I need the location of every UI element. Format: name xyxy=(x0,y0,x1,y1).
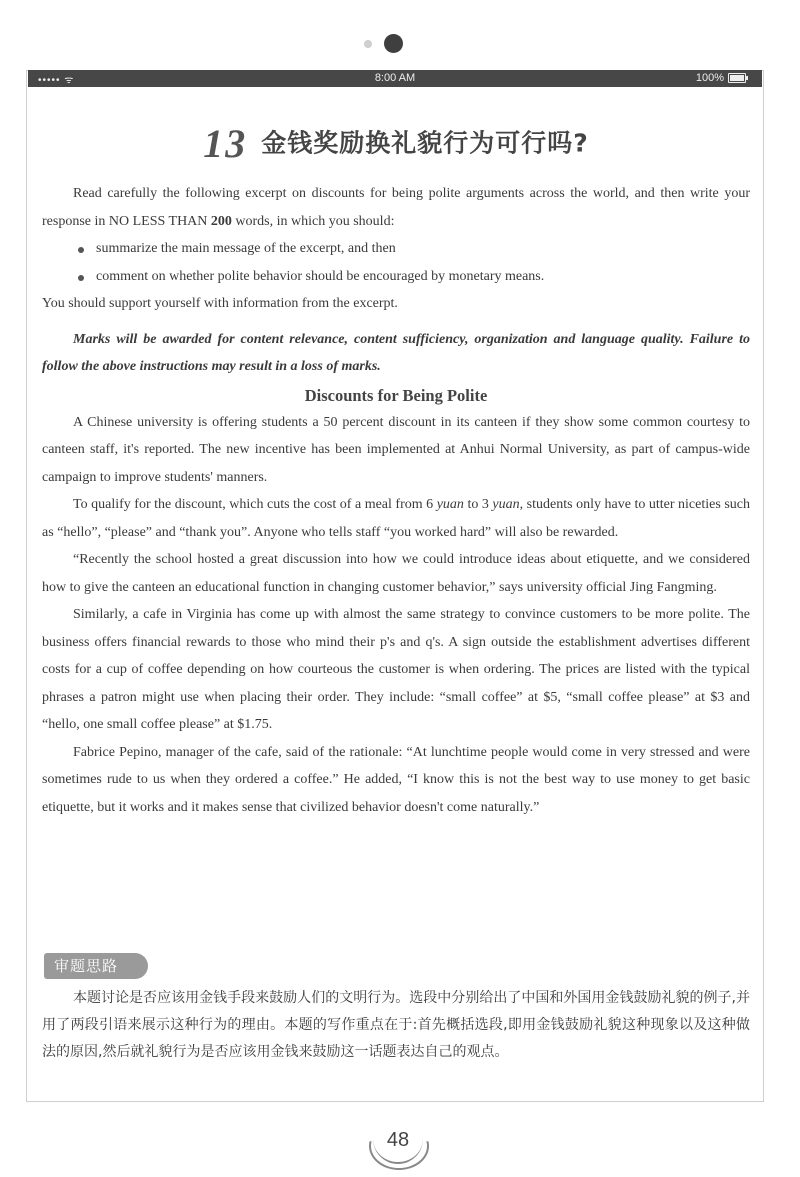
battery-percent: 100% xyxy=(695,72,724,84)
page-number: 48 xyxy=(373,1120,423,1164)
instructions-intro xyxy=(42,180,750,235)
excerpt-paragraph: To qualify for the discount, which cuts the cost of a meal from 6 yuan to 3 yuan, students only have to utter niceties such as “hello”, “please” and “thank you”. Anyone who tells staff “you worked hard” will also be rewarded. xyxy=(42,497,750,540)
excerpt-paragraph: “Recently the school hosted a great discussion into how we could introduce ideas about etiquette, and we considered how to give the canteen an educational function in changing customer behavior,” says university official Jing Fangming. xyxy=(42,552,750,595)
sensor-dot xyxy=(364,40,372,48)
signal-indicator: ••••• ᯤ xyxy=(38,75,75,86)
battery-icon xyxy=(728,73,746,83)
intro-text-end: words, in which you should: xyxy=(231,213,395,229)
excerpt-paragraph: Fabrice Pepino, manager of the cafe, said of the rationale: “At lunchtime people would come in very stressed and were sometimes rude to us when they ordered a coffee.” He added, “I know this is not the best way to use money to get basic etiquette, but it works and it makes sense that civilized behavior doesn't come naturally.” xyxy=(42,744,750,815)
title-text: 金钱奖励换礼貌行为可行吗? xyxy=(261,128,589,158)
analysis-section xyxy=(42,985,750,1066)
status-time: 8:00 AM xyxy=(374,72,416,84)
status-bar xyxy=(28,70,762,87)
word-count: 200 xyxy=(210,213,232,229)
bullet-text: comment on whether polite behavior should be encouraged by monetary means. xyxy=(96,268,545,284)
instruction-bullets xyxy=(42,235,750,290)
bullet-item xyxy=(42,263,750,291)
excerpt-title: Discounts for Being Polite xyxy=(304,385,488,405)
excerpt-paragraph: Similarly, a cafe in Virginia has come up with almost the same strategy to convince customers to be more polite. The business offers financial rewards to those who mind their p's and q's. A sign outside the establishment advertises different costs for a cup of coffee depending on how courteous the customer is when ordering. The prices are listed with the typical phrases a patron might use when placing their order. They include: “small coffee” at $5, “small coffee please” at $3 and “hello, one small coffee please” at $1.75. xyxy=(42,607,750,732)
battery-status xyxy=(696,72,746,84)
bullet-item xyxy=(42,235,750,263)
excerpt-paragraph: A Chinese university is offering students a 50 percent discount in its canteen if they show some common courtesy to canteen staff, it's reported. The new incentive has been implemented at Anhui Normal University, as part of campus-wide campaign to improve students' manners. xyxy=(42,414,750,485)
bullet-text: summarize the main message of the excerpt, and then xyxy=(96,241,396,256)
camera-lens xyxy=(384,34,403,53)
intro-text: Read carefully the following excerpt on discounts for being polite arguments across the world, and then write your response in NO LESS THAN xyxy=(42,186,750,229)
page-title xyxy=(42,110,750,170)
marks-note: Marks will be awarded for content relevance, content sufficiency, organization and language quality. Failure to follow the above instructions may result in a loss of marks. xyxy=(42,331,750,374)
analysis-text: 本题讨论是否应该用金钱手段来鼓励人们的文明行为。选段中分别给出了中国和外国用金钱鼓励礼貌的例子,并用了两段引语来展示这种行为的理由。本题的写作重点在于:首先概括选段,即用金钱鼓励礼貌这种现象以及这种做法的原因,然后就礼貌行为是否应该用金钱来鼓励这一话题表达自己的观点。 xyxy=(42,990,750,1060)
page-content xyxy=(42,110,750,821)
device-camera xyxy=(0,34,800,54)
support-line: You should support yourself with information from the excerpt. xyxy=(42,296,398,311)
title-number: 13 xyxy=(203,120,248,166)
analysis-tag: 审题思路 xyxy=(44,953,148,979)
